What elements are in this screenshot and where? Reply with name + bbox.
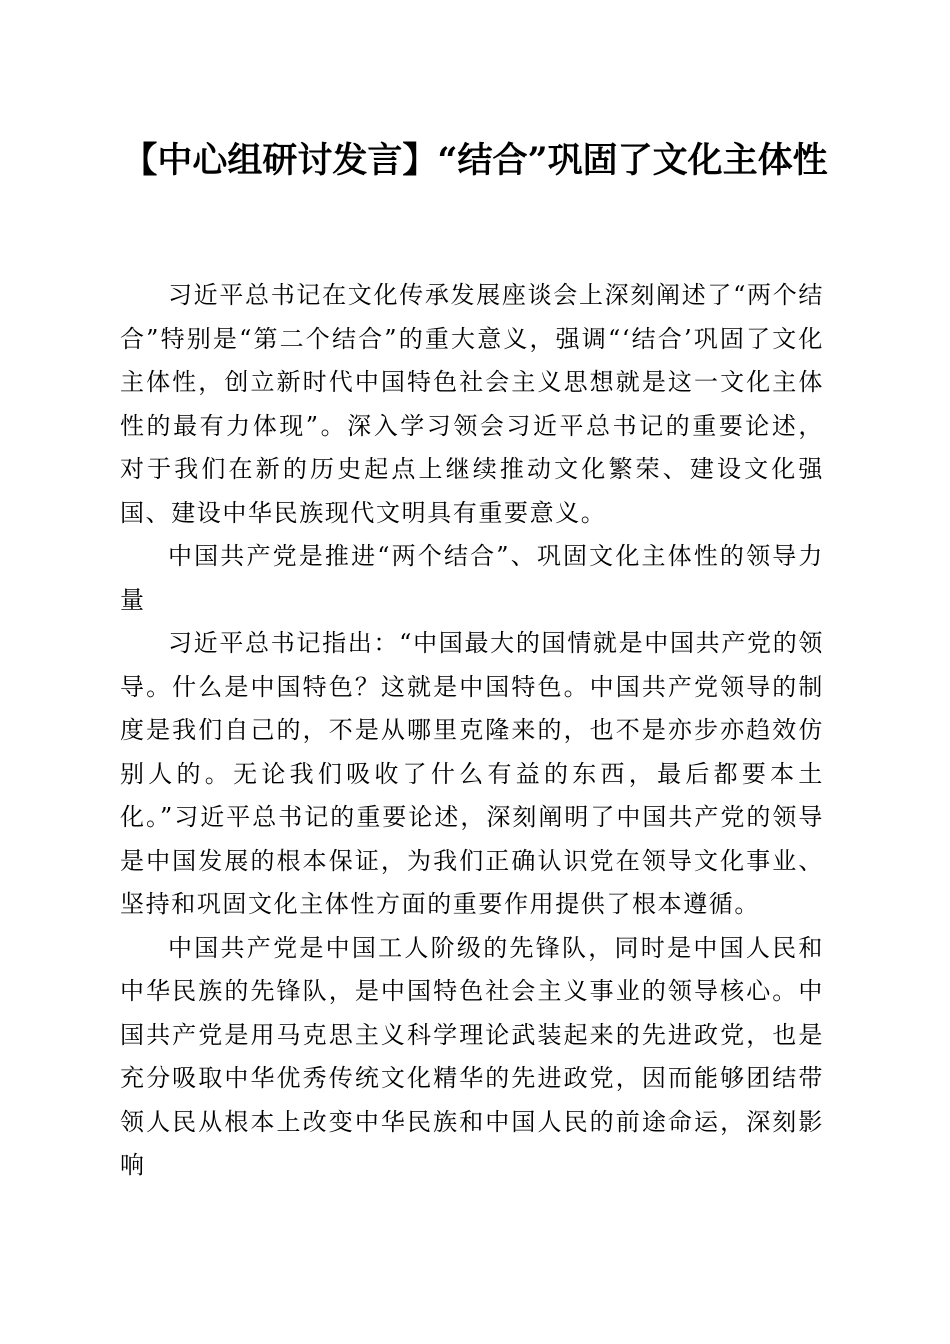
paragraph-intro: 习近平总书记在文化传承发展座谈会上深刻阐述了“两个结合”特别是“第二个结合”的重大意义，强调“‘结合’巩固了文化主体性，创立新时代中国特色社会主义思想就是这一文化主体性的最有力体现”。深入学习领会习近平总书记的重要论述，对于我们在新的历史起点上继续推动文化繁荣、建设文化强国、建设中华民族现代文明具有重要意义。 bbox=[120, 281, 824, 527]
document-title: 【中心组研讨发言】“结合”巩固了文化主体性 bbox=[122, 140, 828, 181]
paragraph-vanguard: 中国共产党是中国工人阶级的先锋队，同时是中国人民和中华民族的先锋队，是中国特色社会主义事业的领导核心。中国共产党是用马克思主义科学理论武装起来的先进政党，也是充分吸取中华优秀传统文化精华的先进政党，因而能够团结带领人民从根本上改变中华民族和中国人民的前途命运，深刻影响 bbox=[120, 933, 824, 1179]
paragraph-quote: 习近平总书记指出：“中国最大的国情就是中国共产党的领导。什么是中国特色？这就是中国特色。中国共产党领导的制度是我们自己的，不是从哪里克隆来的，也不是亦步亦趋效仿别人的。无论我们吸收了什么有益的东西，最后都要本土化。”习近平总书记的重要论述，深刻阐明了中国共产党的领导是中国发展的根本保证，为我们正确认识党在领导文化事业、坚持和巩固文化主体性方面的重要作用提供了根本遵循。 bbox=[120, 629, 824, 918]
document-body bbox=[120, 274, 824, 1188]
section-heading: 中国共产党是推进“两个结合”、巩固文化主体性的领导力量 bbox=[120, 542, 824, 614]
